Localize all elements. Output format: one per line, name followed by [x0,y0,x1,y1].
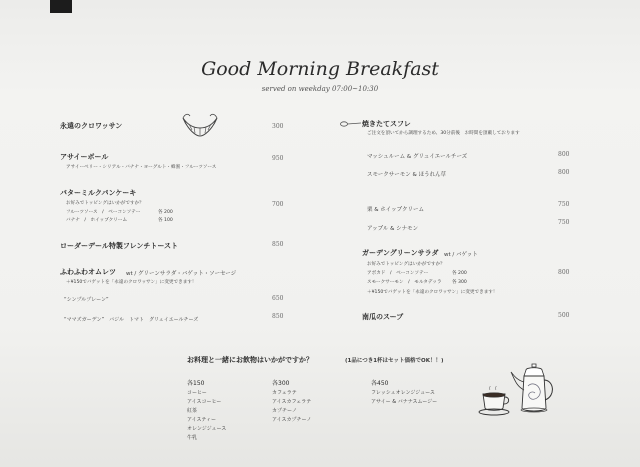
drinks-heading: お料理と一緒にお飲物はいかがですか？ [187,356,313,364]
omelet-sides: wt / グリーンサラダ・バゲット・ソーセージ [126,271,237,277]
salad-price: 800 [558,269,570,276]
soup-name: 南瓜のスープ [362,313,404,321]
drinks-subheading: (1品につき1杯はセット価格でOK！！) [345,358,444,364]
acai-desc: アサイーベリー・シリアル・バナナ・ヨーグルト・蜂蜜・フルーツソース [66,165,217,170]
souffle-item-3-price: 750 [558,201,570,208]
drink-item: オレンジジュース [187,426,227,432]
pancake-toppings-2-price: 各 100 [158,218,173,223]
drinks-col3-price: 各450 [371,380,389,387]
omelet-plain: “シンプルプレーン” [64,297,109,303]
spoon-icon [340,120,362,128]
coffee-cup-icon [478,386,512,418]
omelet-note: ＋¥150でバゲットを「永遠のクロワッサン」に変更できます！ [66,280,197,285]
drinks-col3-list [371,389,437,407]
coffee-pot-icon [510,362,558,418]
pancake-note: お好みでトッピングはいかがですか？ [66,201,144,206]
salad-toppings-1-price: 各 200 [452,271,467,276]
souffle-name: 焼きたてスフレ [362,120,411,128]
pancake-name: バターミルクパンケーキ [60,189,137,197]
omelet-garden-price: 850 [272,313,284,320]
omelet-name: ふわふわオムレツ [60,268,116,276]
salad-note-2: ＋¥150でバゲットを「永遠のクロワッサン」に変更できます！ [367,290,498,295]
acai-price: 950 [272,155,284,162]
souffle-item-3: 栗 & ホイップクリーム [367,207,425,213]
croissant-icon [180,108,220,140]
drink-item: コーヒー [187,390,207,396]
souffle-item-2-price: 800 [558,169,570,176]
souffle-item-1: マッシュルーム & グリュイエールチーズ [367,154,468,160]
menu-title: Good Morning Breakfast [201,58,439,80]
acai-name: アサイーボール [60,153,109,161]
croissant-price: 300 [272,123,284,130]
drink-item: カプチーノ [272,408,297,414]
souffle-item-4-price: 750 [558,219,570,226]
drink-item: アイスカフェラテ [272,399,312,405]
pancake-toppings-1-price: 各 200 [158,210,173,215]
drinks-col1-price: 各150 [187,380,205,387]
salad-toppings-2: スモークサーモン / モルタデッラ [367,280,442,285]
souffle-item-2: スモークサーモン & ほうれん草 [367,172,447,178]
soup-price: 500 [558,312,570,319]
souffle-item-1-price: 800 [558,151,570,158]
pancake-toppings-2: バナナ / ホイップクリーム [66,218,128,223]
menu-subtitle: served on weekday 07:00~10:30 [261,85,379,93]
omelet-garden: “ママズガーデン” バジル トマト グリュイエールチーズ [64,317,199,323]
souffle-item-4: アップル & シナモン [367,226,419,232]
salad-toppings-2-price: 各 300 [452,280,467,285]
pancake-toppings-1: フルーツソース / ベーコンソテー [66,210,141,215]
drink-item: アイスコーヒー [187,399,222,405]
drink-item: アサイー & バナナスムージー [371,399,438,405]
drink-item: カフェラテ [272,390,297,396]
binder-clip [50,0,72,13]
drinks-col1-list [187,389,226,443]
drink-item: 牛乳 [187,435,198,441]
salad-name: ガーデングリーンサラダ [362,249,439,257]
toast-price: 850 [272,241,284,248]
croissant-name: 永遠のクロワッサン [60,122,123,130]
salad-note: お好みでトッピングはいかがですか？ [367,262,445,267]
drink-item: アイスティー [187,417,217,423]
pancake-price: 700 [272,201,284,208]
salad-sides: wt / バゲット [444,252,478,258]
drink-item: アイスカプチーノ [272,417,312,423]
drinks-col2-price: 各300 [272,380,290,387]
drink-item: 紅茶 [187,408,198,414]
drink-item: フレッシュオレンジジュース [371,390,435,396]
omelet-plain-price: 650 [272,295,284,302]
toast-name: ローダーデール特製フレンチトースト [60,242,179,250]
drinks-col2-list [272,389,311,425]
souffle-note: ご注文を頂いてから調理するため、30分前後 お時間を頂戴しております [367,131,520,136]
salad-toppings-1: アボカド / ベーコンソテー [367,271,429,276]
